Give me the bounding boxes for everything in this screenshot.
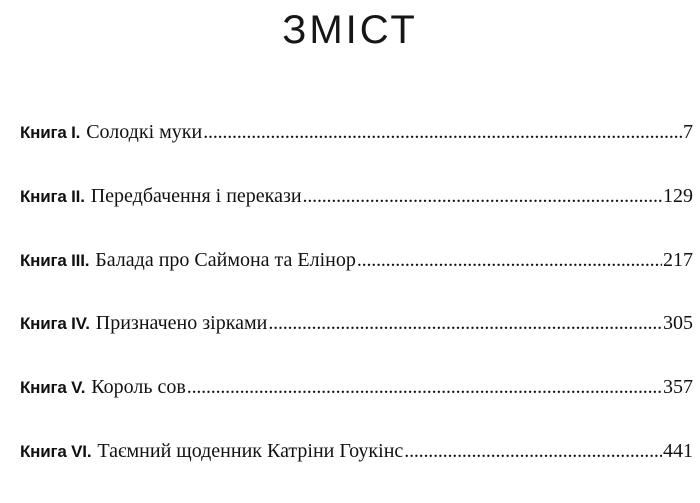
- toc-entry: [20, 120, 693, 184]
- dot-leader: [357, 248, 662, 272]
- entry-title: Солодкі муки: [86, 121, 203, 143]
- dot-leader: [404, 439, 662, 463]
- page-number: 305: [663, 312, 693, 335]
- entry-title: Балада про Саймона та Елінор: [95, 248, 356, 271]
- toc-entry: [20, 311, 693, 375]
- entry-title: Таємний щоденник Катріни Гоукінс: [97, 439, 404, 462]
- toc-list: [20, 120, 693, 503]
- book-label: Книга ІІІ.: [20, 250, 90, 270]
- book-label: Книга VI.: [20, 441, 92, 461]
- page-number: 357: [663, 376, 693, 399]
- page-number: 441: [663, 439, 693, 462]
- book-label: Книга І.: [20, 123, 81, 142]
- toc-entry: [20, 439, 693, 503]
- entry-title: Призначено зірками: [95, 312, 268, 335]
- toc-entry: [20, 375, 693, 439]
- page-number: 129: [663, 184, 693, 207]
- book-label: Книга ІІ.: [20, 186, 85, 206]
- book-label: Книга V.: [20, 378, 86, 398]
- dot-leader: [203, 120, 682, 144]
- dot-leader: [303, 184, 662, 208]
- book-label: Книга IV.: [20, 314, 90, 334]
- page-number: 217: [663, 248, 693, 271]
- page-title: ЗМІСТ: [282, 8, 418, 52]
- toc-entry: [20, 248, 693, 312]
- dot-leader: [187, 375, 662, 399]
- page-number: 7: [683, 121, 693, 143]
- dot-leader: [268, 311, 662, 335]
- entry-title: Король сов: [91, 376, 186, 399]
- entry-title: Передбачення і перекази: [90, 184, 302, 207]
- toc-entry: [20, 184, 693, 248]
